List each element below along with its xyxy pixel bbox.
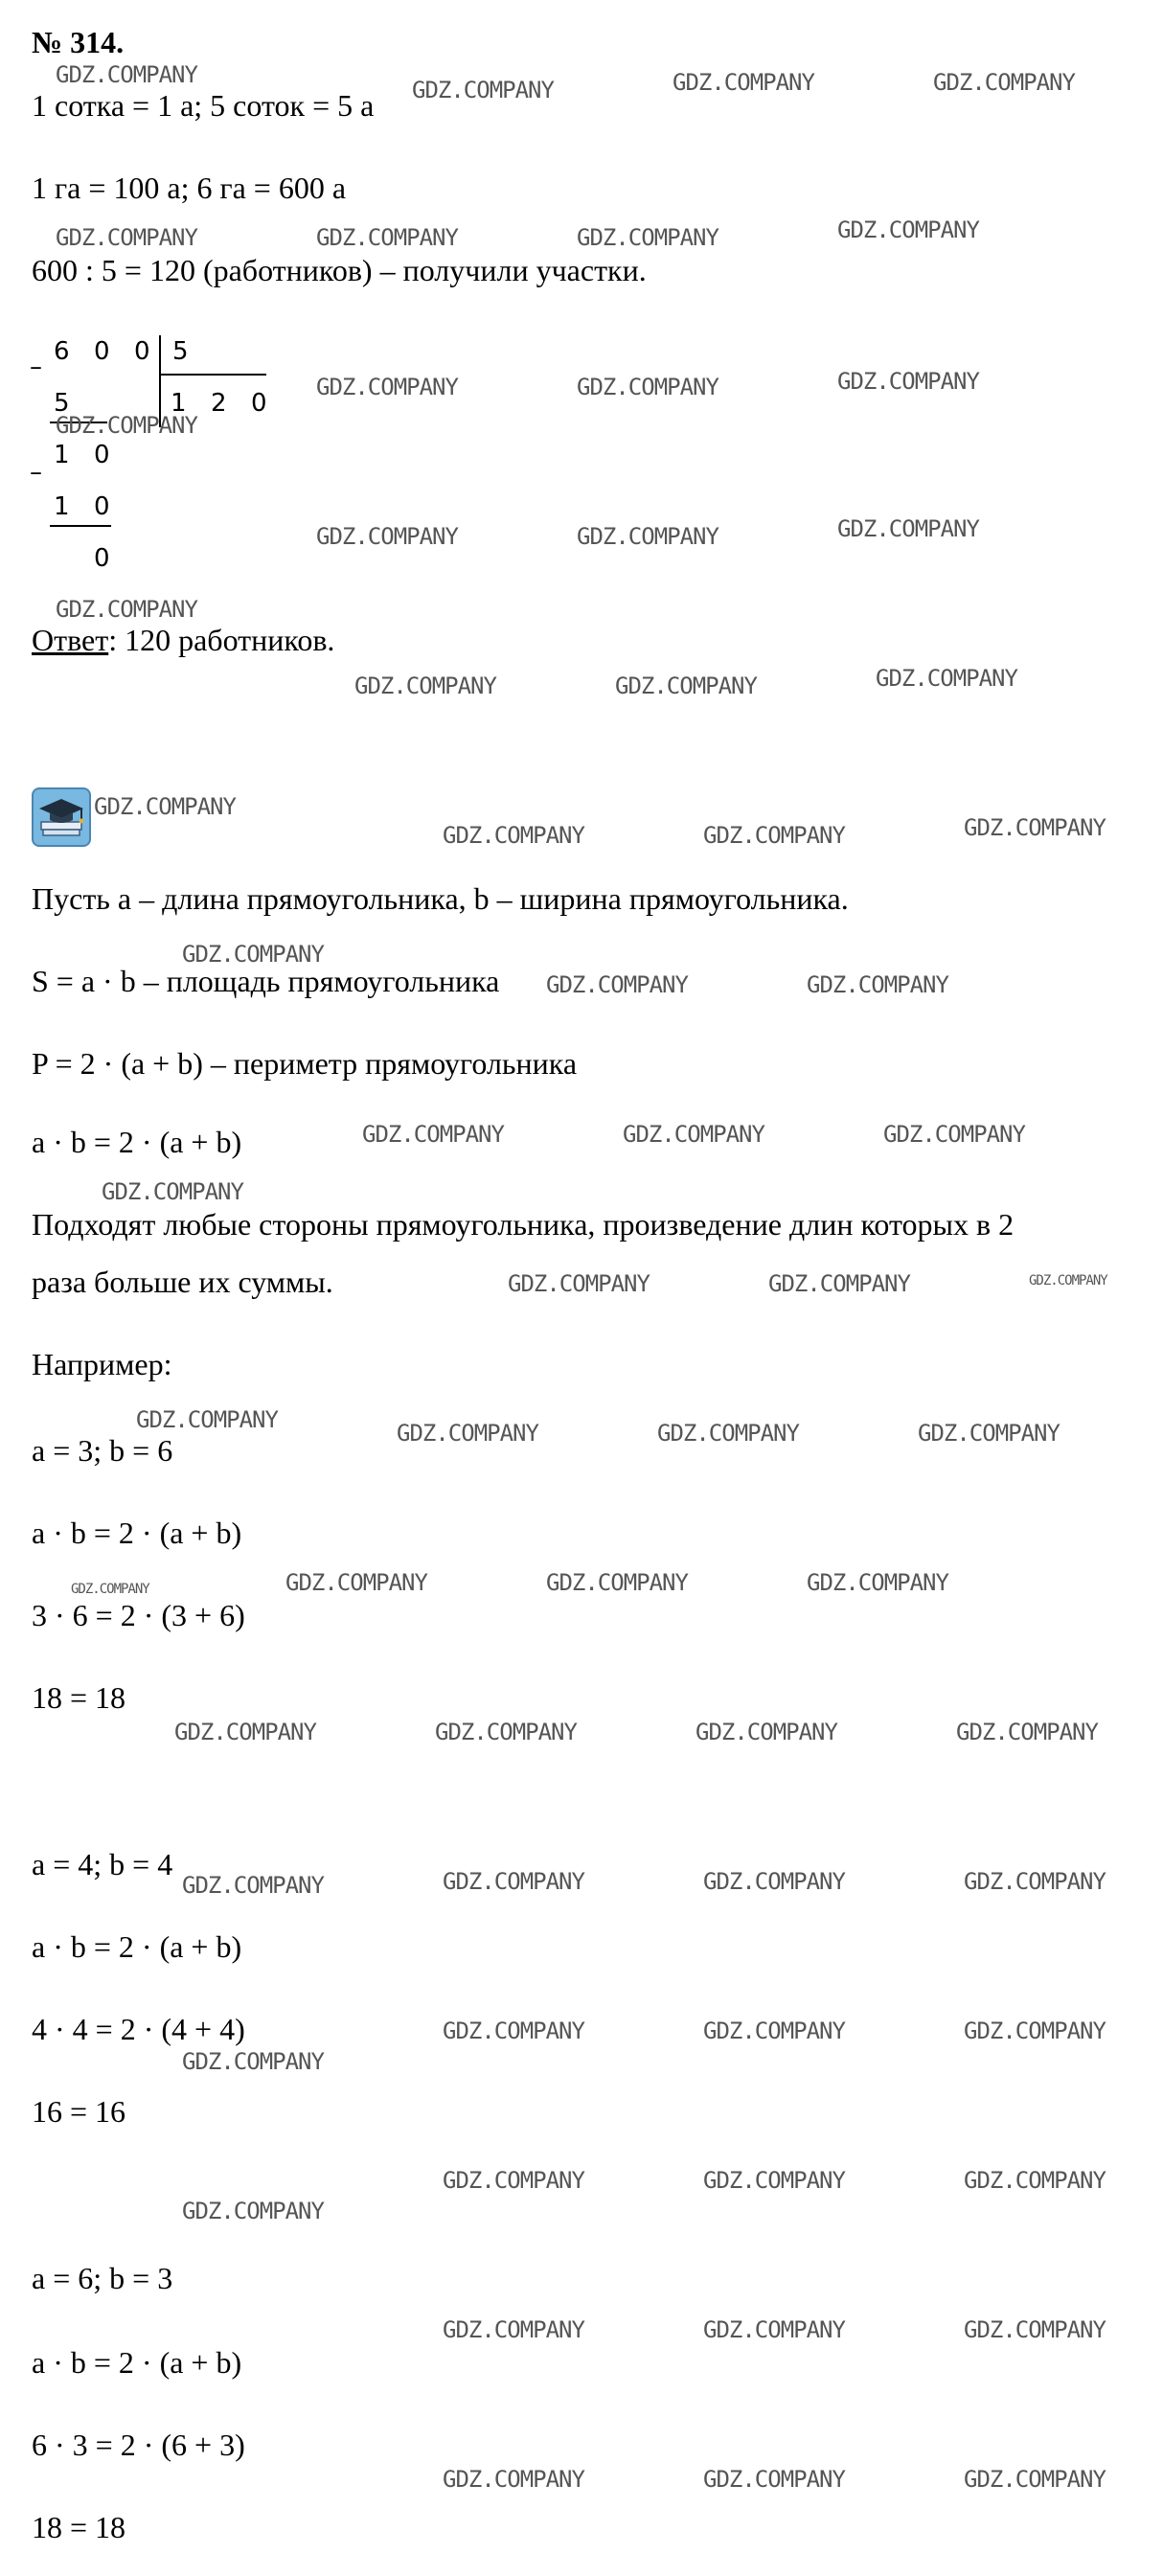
watermark: GDZ.COMPANY: [577, 374, 718, 400]
watermark: GDZ.COMPANY: [443, 822, 584, 849]
watermark: GDZ.COMPANY: [174, 1719, 316, 1745]
text-line: 6 · 3 = 2 · (6 + 3): [32, 2428, 245, 2462]
watermark: GDZ.COMPANY: [696, 1719, 837, 1745]
quotient-digit: 1: [171, 389, 187, 418]
text-line: a · b = 2 · (a + b): [32, 1516, 242, 1550]
watermark: GDZ.COMPANY: [657, 1420, 799, 1447]
minus-sign: –: [30, 458, 42, 487]
watermark: GDZ.COMPANY: [443, 2017, 584, 2044]
watermark: GDZ.COMPANY: [182, 2048, 324, 2075]
watermark: GDZ.COMPANY: [883, 1121, 1025, 1148]
watermark: GDZ.COMPANY: [443, 1868, 584, 1895]
watermark: GDZ.COMPANY: [182, 2198, 324, 2224]
watermark: GDZ.COMPANY: [1029, 1273, 1107, 1288]
watermark: GDZ.COMPANY: [546, 1569, 688, 1596]
watermark: GDZ.COMPANY: [964, 2017, 1106, 2044]
divisor-digit: 5: [172, 337, 189, 366]
text-line: 1 сотка = 1 а; 5 соток = 5 а: [32, 88, 375, 123]
watermark: GDZ.COMPANY: [443, 2167, 584, 2194]
watermark: GDZ.COMPANY: [354, 672, 496, 699]
watermark: GDZ.COMPANY: [182, 941, 324, 968]
text-line: раза больше их суммы.: [32, 1265, 333, 1299]
text-line: S = a · b – площадь прямоугольника: [32, 964, 500, 998]
watermark: GDZ.COMPANY: [397, 1420, 538, 1447]
text-line: a = 3; b = 6: [32, 1433, 173, 1468]
text-line: a = 6; b = 3: [32, 2261, 173, 2295]
watermark: GDZ.COMPANY: [71, 1582, 149, 1597]
watermark: GDZ.COMPANY: [703, 2017, 845, 2044]
watermark: GDZ.COMPANY: [964, 1868, 1106, 1895]
watermark: GDZ.COMPANY: [703, 1868, 845, 1895]
watermark: GDZ.COMPANY: [94, 793, 236, 820]
watermark: GDZ.COMPANY: [546, 971, 688, 998]
partial-digit: 0: [94, 441, 110, 469]
watermark: GDZ.COMPANY: [703, 2316, 845, 2343]
subtract-digit: 0: [94, 492, 110, 521]
text-line: Подходят любые стороны прямоугольника, произведение длин которых в 2: [32, 1207, 1015, 1242]
watermark: GDZ.COMPANY: [285, 1569, 427, 1596]
subtract-digit: 1: [54, 492, 70, 521]
dividend-digit: 6: [54, 337, 70, 366]
watermark: GDZ.COMPANY: [615, 672, 757, 699]
watermark: GDZ.COMPANY: [577, 224, 718, 251]
watermark: GDZ.COMPANY: [56, 596, 197, 623]
text-line: Пусть a – длина прямоугольника, b – ширина прямоугольника.: [32, 881, 849, 916]
watermark: GDZ.COMPANY: [56, 224, 197, 251]
text-line: 4 · 4 = 2 · (4 + 4): [32, 2012, 245, 2046]
watermark: GDZ.COMPANY: [316, 523, 458, 550]
watermark: GDZ.COMPANY: [703, 822, 845, 849]
remainder-digit: 0: [94, 544, 110, 573]
watermark: GDZ.COMPANY: [876, 665, 1017, 692]
watermark: GDZ.COMPANY: [837, 515, 979, 542]
text-line: a = 4; b = 4: [32, 1847, 173, 1881]
division-horizontal-bar: [159, 374, 266, 376]
quotient-digit: 0: [251, 389, 267, 418]
text-line: 600 : 5 = 120 (работников) – получили участки.: [32, 253, 647, 287]
watermark: GDZ.COMPANY: [673, 69, 814, 96]
watermark: GDZ.COMPANY: [837, 217, 979, 243]
watermark: GDZ.COMPANY: [56, 412, 197, 439]
watermark: GDZ.COMPANY: [435, 1719, 577, 1745]
watermark: GDZ.COMPANY: [933, 69, 1075, 96]
text-line: 18 = 18: [32, 1680, 126, 1715]
watermark: GDZ.COMPANY: [102, 1178, 243, 1205]
problem-title: № 314.: [32, 25, 125, 59]
watermark: GDZ.COMPANY: [956, 1719, 1098, 1745]
watermark: GDZ.COMPANY: [837, 368, 979, 395]
watermark: GDZ.COMPANY: [807, 971, 948, 998]
text-line: P = 2 · (a + b) – периметр прямоугольника: [32, 1046, 578, 1081]
partial-digit: 1: [54, 441, 70, 469]
quotient-digit: 2: [211, 389, 227, 418]
watermark: GDZ.COMPANY: [807, 1569, 948, 1596]
dividend-digit: 0: [94, 337, 110, 366]
text-line: a · b = 2 · (a + b): [32, 2345, 242, 2380]
watermark: GDZ.COMPANY: [964, 814, 1106, 841]
text-line: 1 га = 100 а; 6 га = 600 а: [32, 171, 347, 205]
text-line: a · b = 2 · (a + b): [32, 1125, 242, 1159]
subtraction-line: [50, 525, 111, 527]
graduation-cap-icon: [32, 787, 91, 847]
watermark: GDZ.COMPANY: [964, 2466, 1106, 2493]
watermark: GDZ.COMPANY: [316, 374, 458, 400]
watermark: GDZ.COMPANY: [56, 61, 197, 88]
watermark: GDZ.COMPANY: [768, 1270, 910, 1297]
watermark: GDZ.COMPANY: [918, 1420, 1060, 1447]
answer-label: Ответ: [32, 623, 109, 657]
text-line: 3 · 6 = 2 · (3 + 6): [32, 1598, 245, 1632]
watermark: GDZ.COMPANY: [362, 1121, 504, 1148]
watermark: GDZ.COMPANY: [703, 2167, 845, 2194]
watermark: GDZ.COMPANY: [443, 2316, 584, 2343]
answer-line: [32, 625, 334, 655]
dividend-digit: 0: [134, 337, 150, 366]
watermark: GDZ.COMPANY: [412, 77, 554, 103]
minus-sign: –: [30, 353, 42, 381]
watermark: GDZ.COMPANY: [182, 1872, 324, 1899]
text-line: a · b = 2 · (a + b): [32, 1929, 242, 1964]
text-line: Например:: [32, 1347, 172, 1381]
answer-text: : 120 работников.: [108, 623, 335, 657]
watermark: GDZ.COMPANY: [508, 1270, 650, 1297]
watermark: GDZ.COMPANY: [623, 1121, 764, 1148]
text-line: 18 = 18: [32, 2510, 126, 2544]
subtract-digit: 5: [54, 389, 70, 418]
watermark: GDZ.COMPANY: [443, 2466, 584, 2493]
text-line: 16 = 16: [32, 2094, 126, 2129]
watermark: GDZ.COMPANY: [316, 224, 458, 251]
watermark: GDZ.COMPANY: [964, 2316, 1106, 2343]
watermark: GDZ.COMPANY: [577, 523, 718, 550]
watermark: GDZ.COMPANY: [703, 2466, 845, 2493]
watermark: GDZ.COMPANY: [964, 2167, 1106, 2194]
watermark: GDZ.COMPANY: [136, 1406, 278, 1433]
